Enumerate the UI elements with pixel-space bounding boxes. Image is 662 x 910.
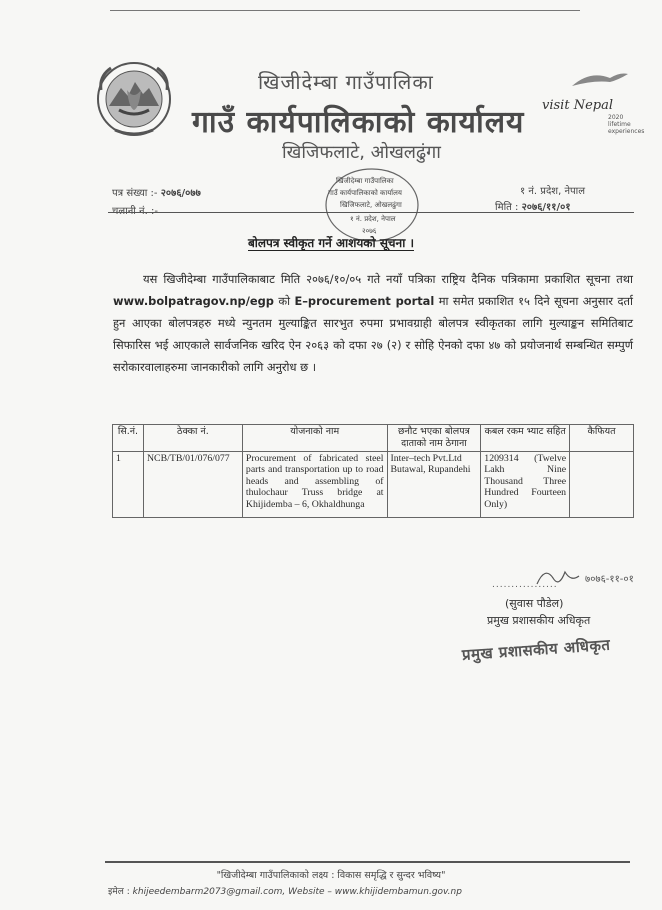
cell-sn: 1 <box>113 452 144 518</box>
notice-text-2: को <box>273 294 295 308</box>
nepal-emblem-icon <box>95 60 173 138</box>
footer-motto: "खिजीदेम्बा गाउँपालिकाको लक्ष्य : विकास समृद्धि र सुन्दर भविष्य" <box>216 870 446 881</box>
visit-nepal-year: 2020 lifetime experiences <box>608 114 645 135</box>
cell-amount: 1209314 (Twelve Lakh Nine Thousand Three Hundred Fourteen Only) <box>481 452 570 518</box>
municipality-name: खिजीदेम्बा गाउँपालिका <box>258 70 434 94</box>
cell-bidder: Inter–tech Pvt.Ltd Butawal, Rupandehi <box>387 452 481 518</box>
visit-nepal-logo <box>540 60 645 135</box>
date-label: मिति : <box>495 202 519 213</box>
signatory-role: प्रमुख प्रशासकीय अधिकृत <box>487 614 591 627</box>
visit-nepal-bird-icon <box>570 68 630 92</box>
signature-scribble <box>535 564 645 590</box>
egp-link[interactable]: www.bolpatragov.np/egp <box>113 294 274 308</box>
notice-text-1: यस खिजीदेम्बा गाउँपालिकाबाट मिति २०७६/१०/०५ गते नयाँ पत्रिका राष्ट्रिय दैनिक पत्रिकामा प्रकाशित सूचना तथा <box>143 272 633 286</box>
col-remarks: कैफियत <box>570 425 634 452</box>
stamp-line-5: २०७६ <box>362 227 377 235</box>
website-label: Website – <box>288 887 332 897</box>
reference-label: पत्र संख्या :- <box>112 188 158 199</box>
signature-date: ७०७६-११-०१ <box>585 574 634 585</box>
website-link[interactable]: www.khijidembamun.gov.np <box>334 887 462 897</box>
notice-title <box>0 234 662 251</box>
reference-value: २०७६/०७७ <box>160 188 201 199</box>
bid-table <box>112 424 634 518</box>
col-bidder: छनौट भएका बोलपत्र दाताको नाम ठेगाना <box>387 425 481 452</box>
date-value: २०७६/११/०१ <box>521 202 571 213</box>
stamp-line-4: १ नं. प्रदेश, नेपाल <box>350 215 396 223</box>
col-amount: कबल रकम भ्याट सहित <box>481 425 570 452</box>
col-project: योजनाको नाम <box>242 425 387 452</box>
stamp-line-2: गाउँ कार्यपालिकाको कार्यालय <box>328 189 402 197</box>
cell-contract: NCB/TB/01/076/077 <box>143 452 242 518</box>
designation-stamp: प्रमुख प्रशासकीय अधिकृत <box>461 635 611 664</box>
email-link[interactable]: khijeedembarm2073@gmail.com, <box>132 887 286 897</box>
footer-divider <box>105 861 630 863</box>
eprocurement-portal: E–procurement portal <box>294 294 435 308</box>
notice-body <box>113 268 633 378</box>
office-location: खिजिफलाटे, ओखलढुंगा <box>282 142 441 163</box>
letter-date <box>495 199 571 213</box>
notice-text-3: मा समेत प्रकाशित १५ दिने सूचना अनुसार दर्ता हुन आएका बोलपत्रहरु मध्ये न्युनतम मुल्याङ्कित सारभुत रुपमा प्रभावग्राही बोलपत्र स्वीकृतका लागि मुल्याङ्कन समितिबाट सिफारिस भई आएकाले सार्वजनिक खरिद ऐन २०६३ को दफा २७ (२) र सोहि ऐनको दफा ४७ को प्रयोजनार्थ सम्बन्धित सम्पुर्ण सरोकारवालाहरुमा जानकारीको लागि अनुरोध छ । <box>113 294 633 374</box>
province: १ नं. प्रदेश, नेपाल <box>520 186 586 197</box>
cell-remarks <box>570 452 634 518</box>
stamp-line-3: खिजिफलाटे, ओखलढुंगा <box>340 201 402 209</box>
email-label: इमेल : <box>108 887 130 897</box>
reference-number <box>112 185 201 199</box>
col-sn: सि.नं. <box>113 425 144 452</box>
visit-nepal-text: visit Nepal <box>542 98 613 113</box>
signature-dots: ................. <box>492 580 558 590</box>
table-row <box>113 452 634 518</box>
col-contract: ठेक्का नं. <box>143 425 242 452</box>
cell-project: Procurement of fabricated steel parts and transportation up to road heads and assembling of thulochaur Truss bridge at Khijidemba – 6, Okhaldhunga <box>242 452 387 518</box>
stamp-line-1: खिजीदेम्बा गाउँपालिका <box>336 177 394 185</box>
table-header-row <box>113 425 634 452</box>
header-divider <box>108 212 634 213</box>
dispatch-number: चलानी नं. :- <box>112 206 158 217</box>
footer-contact <box>108 884 462 897</box>
top-border <box>110 10 580 11</box>
office-name: गाउँ कार्यपालिकाको कार्यालय <box>192 105 525 140</box>
signatory-name: (सुवास पौडेल) <box>505 597 564 610</box>
notice-title-text: बोलपत्र स्वीकृत गर्ने आशयको सूचना । <box>247 236 415 250</box>
